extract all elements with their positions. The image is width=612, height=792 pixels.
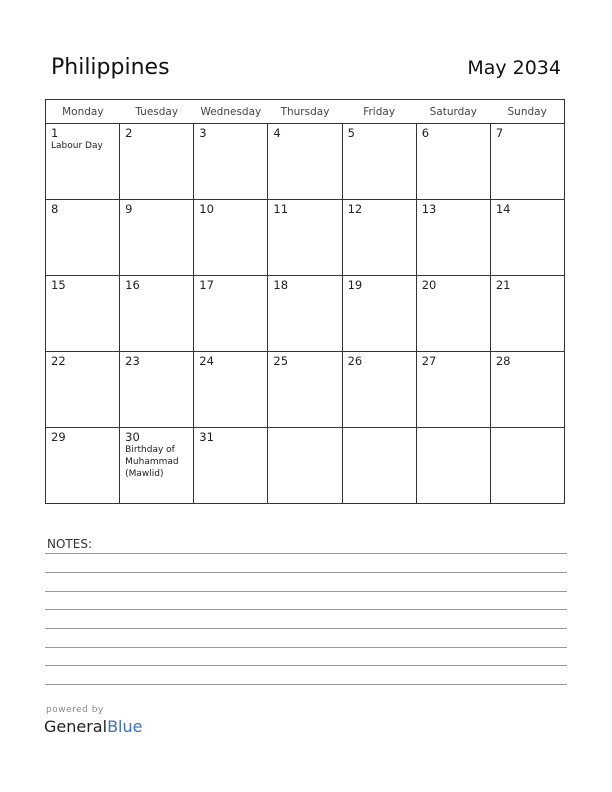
day-cell bbox=[342, 428, 416, 504]
month-year-title: May 2034 bbox=[467, 57, 561, 79]
day-cell bbox=[120, 352, 194, 428]
day-cell bbox=[342, 200, 416, 276]
day-cell bbox=[120, 428, 194, 504]
day-number: 20 bbox=[421, 278, 437, 292]
day-number: 30 bbox=[125, 430, 140, 444]
day-number: 5 bbox=[347, 126, 355, 140]
notes-label: NOTES: bbox=[47, 537, 92, 551]
weekday-header: Monday bbox=[46, 100, 120, 124]
day-number: 19 bbox=[347, 278, 363, 292]
day-number: 24 bbox=[199, 354, 214, 368]
day-cell bbox=[490, 200, 564, 276]
day-number: 8 bbox=[51, 202, 59, 216]
day-cell bbox=[490, 124, 564, 200]
day-cell bbox=[194, 352, 268, 428]
day-cell bbox=[416, 200, 490, 276]
calendar-grid bbox=[45, 99, 565, 504]
day-number: 31 bbox=[199, 430, 214, 444]
day-cell bbox=[416, 124, 490, 200]
day-cell bbox=[46, 276, 120, 352]
day-cell bbox=[268, 428, 342, 504]
day-cell bbox=[416, 428, 490, 504]
day-number: 29 bbox=[51, 430, 66, 444]
weekday-header: Tuesday bbox=[120, 100, 194, 124]
week-row bbox=[46, 428, 565, 504]
day-cell bbox=[342, 276, 416, 352]
note-line bbox=[45, 665, 567, 666]
day-cell bbox=[490, 276, 564, 352]
week-row bbox=[46, 276, 565, 352]
note-line bbox=[45, 647, 567, 648]
day-number: 13 bbox=[421, 202, 437, 216]
day-cell bbox=[120, 276, 194, 352]
day-cell bbox=[268, 200, 342, 276]
week-row bbox=[46, 352, 565, 428]
day-cell bbox=[46, 428, 120, 504]
day-number: 4 bbox=[273, 126, 281, 140]
weekday-header-row bbox=[46, 100, 565, 124]
day-number: 11 bbox=[273, 202, 289, 216]
day-number: 3 bbox=[199, 126, 207, 140]
note-line bbox=[45, 553, 567, 554]
day-number: 10 bbox=[199, 202, 214, 216]
day-number: 1 bbox=[51, 126, 59, 140]
note-line bbox=[45, 591, 567, 592]
powered-by-text: powered by bbox=[46, 705, 104, 715]
weekday-header: Wednesday bbox=[194, 100, 268, 124]
weekday-header: Saturday bbox=[416, 100, 490, 124]
day-number: 7 bbox=[495, 126, 504, 140]
day-cell bbox=[46, 200, 120, 276]
day-cell bbox=[268, 124, 342, 200]
weekday-header: Friday bbox=[342, 100, 416, 124]
day-cell bbox=[120, 124, 194, 200]
day-cell bbox=[46, 124, 120, 200]
country-title: Philippines bbox=[51, 55, 170, 80]
week-row bbox=[46, 200, 565, 276]
day-number: 26 bbox=[347, 354, 363, 368]
note-line bbox=[45, 684, 567, 685]
brand-general: General bbox=[44, 717, 108, 736]
day-number: 25 bbox=[273, 354, 289, 368]
day-cell bbox=[342, 124, 416, 200]
weekday-header: Sunday bbox=[490, 100, 564, 124]
day-number: 14 bbox=[495, 202, 511, 216]
day-number: 18 bbox=[273, 278, 289, 292]
holiday-label: Labour Day bbox=[51, 141, 103, 151]
day-number: 15 bbox=[51, 278, 66, 292]
day-cell bbox=[416, 276, 490, 352]
brand-blue: Blue bbox=[107, 717, 143, 736]
day-cell bbox=[268, 352, 342, 428]
day-number: 6 bbox=[421, 126, 430, 140]
day-cell bbox=[416, 352, 490, 428]
holiday-label: Birthday of Muhammad (Mawlid) bbox=[125, 445, 179, 479]
day-number: 28 bbox=[495, 354, 511, 368]
day-cell bbox=[194, 276, 268, 352]
day-number: 12 bbox=[347, 202, 363, 216]
day-cell bbox=[194, 428, 268, 504]
week-row bbox=[46, 124, 565, 200]
day-cell bbox=[194, 200, 268, 276]
day-cell bbox=[490, 428, 564, 504]
day-cell bbox=[268, 276, 342, 352]
day-cell bbox=[46, 352, 120, 428]
day-number: 2 bbox=[125, 126, 133, 140]
weekday-header: Thursday bbox=[268, 100, 342, 124]
day-cell bbox=[490, 352, 564, 428]
brand-logo bbox=[44, 717, 142, 736]
day-number: 23 bbox=[125, 354, 140, 368]
day-number: 9 bbox=[125, 202, 133, 216]
day-cell bbox=[194, 124, 268, 200]
day-number: 17 bbox=[199, 278, 214, 292]
day-cell bbox=[120, 200, 194, 276]
day-number: 21 bbox=[495, 278, 511, 292]
day-number: 16 bbox=[125, 278, 140, 292]
day-number: 27 bbox=[421, 354, 437, 368]
day-cell bbox=[342, 352, 416, 428]
note-line bbox=[45, 572, 567, 573]
note-line bbox=[45, 609, 567, 610]
day-number: 22 bbox=[51, 354, 66, 368]
note-line bbox=[45, 628, 567, 629]
